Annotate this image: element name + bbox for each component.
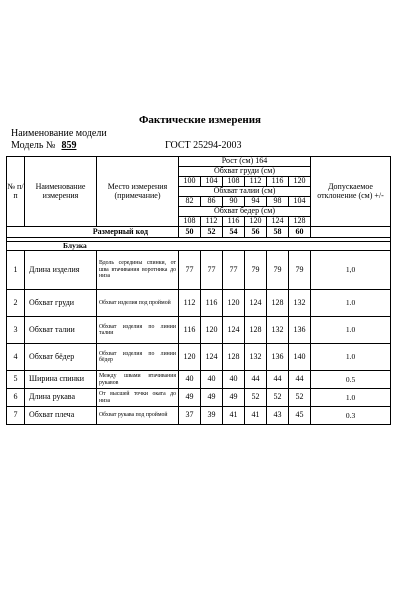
- model-line: [11, 140, 391, 151]
- row-number: 7: [7, 407, 25, 425]
- tolerance-value: 1.0: [311, 317, 391, 344]
- header-waist: Обхват талии (см): [179, 187, 311, 197]
- measurement-value: 43: [267, 407, 289, 425]
- measurement-value: 77: [179, 251, 201, 290]
- measurement-value: 77: [223, 251, 245, 290]
- section-title: Блузка: [7, 242, 391, 251]
- hips-value: 124: [267, 217, 289, 227]
- chest-value: 104: [201, 177, 223, 187]
- table-row: [7, 317, 391, 344]
- size-code: 60: [289, 227, 311, 238]
- header-tolerance: Допускаемое отклонение (см) +/-: [311, 157, 391, 227]
- waist-value: 98: [267, 197, 289, 207]
- header-name: Наименование измерения: [25, 157, 97, 227]
- measurement-value: 124: [201, 344, 223, 371]
- measurement-value: 40: [223, 371, 245, 389]
- measurement-name: Обхват груди: [25, 290, 97, 317]
- table-row: [7, 371, 391, 389]
- measurement-value: 41: [223, 407, 245, 425]
- measurement-value: 49: [223, 389, 245, 407]
- hips-value: 120: [245, 217, 267, 227]
- size-code: 56: [245, 227, 267, 238]
- measurement-value: 40: [201, 371, 223, 389]
- measurement-value: 45: [289, 407, 311, 425]
- tolerance-value: 0.5: [311, 371, 391, 389]
- hips-value: 108: [179, 217, 201, 227]
- row-number: 4: [7, 344, 25, 371]
- measurement-value: 79: [289, 251, 311, 290]
- measurement-place: От высшей точки оката до низа: [97, 389, 179, 407]
- tolerance-value: 1,0: [311, 251, 391, 290]
- page-title: Фактические измерения: [138, 114, 262, 126]
- size-code-label: Размерный код: [7, 227, 179, 238]
- waist-value: 82: [179, 197, 201, 207]
- measurement-value: 44: [245, 371, 267, 389]
- size-code-tolerance-empty: [311, 227, 391, 238]
- measurement-value: 44: [289, 371, 311, 389]
- measurement-value: 52: [289, 389, 311, 407]
- measurement-value: 128: [223, 344, 245, 371]
- chest-value: 108: [223, 177, 245, 187]
- measurement-value: 124: [245, 290, 267, 317]
- measurement-place: Обхват изделия по линии бёдер: [97, 344, 179, 371]
- measurement-name: Обхват бёдер: [25, 344, 97, 371]
- waist-value: 104: [289, 197, 311, 207]
- size-code: 58: [267, 227, 289, 238]
- measurement-value: 124: [223, 317, 245, 344]
- table-row: [7, 290, 391, 317]
- measurement-value: 39: [201, 407, 223, 425]
- hips-value: 128: [289, 217, 311, 227]
- chest-value: 100: [179, 177, 201, 187]
- model-name-label: Наименование модели: [11, 128, 107, 139]
- measurement-name: Длина рукава: [25, 389, 97, 407]
- gost-standard: ГОСТ 25294-2003: [165, 140, 242, 151]
- measurement-value: 37: [179, 407, 201, 425]
- measurement-value: 120: [179, 344, 201, 371]
- measurement-value: 136: [267, 344, 289, 371]
- measurement-value: 49: [179, 389, 201, 407]
- tolerance-value: 0.3: [311, 407, 391, 425]
- measurement-place: Обхват изделия под проймой: [97, 290, 179, 317]
- measurement-value: 52: [267, 389, 289, 407]
- size-code: 54: [223, 227, 245, 238]
- measurement-value: 116: [201, 290, 223, 317]
- measurement-name: Обхват талии: [25, 317, 97, 344]
- row-number: 3: [7, 317, 25, 344]
- header-chest: Обхват груди (см): [179, 167, 311, 177]
- hips-value: 116: [223, 217, 245, 227]
- measurement-place: Обхват изделия по линии талии: [97, 317, 179, 344]
- header-hips: Обхват бедер (см): [179, 207, 311, 217]
- measurement-value: 52: [245, 389, 267, 407]
- waist-value: 94: [245, 197, 267, 207]
- chest-value: 120: [289, 177, 311, 187]
- row-number: 1: [7, 251, 25, 290]
- table-row: [7, 407, 391, 425]
- measurement-name: Обхват плеча: [25, 407, 97, 425]
- row-number: 2: [7, 290, 25, 317]
- measurement-value: 136: [289, 317, 311, 344]
- measurement-value: 49: [201, 389, 223, 407]
- measurement-value: 128: [245, 317, 267, 344]
- measurement-value: 132: [267, 317, 289, 344]
- measurement-value: 79: [245, 251, 267, 290]
- measurement-value: 112: [179, 290, 201, 317]
- measurements-table: [6, 156, 391, 425]
- measurement-place: Между швами втачивания рукавов: [97, 371, 179, 389]
- measurement-value: 140: [289, 344, 311, 371]
- measurement-value: 44: [267, 371, 289, 389]
- chest-value: 112: [245, 177, 267, 187]
- table-row: [7, 344, 391, 371]
- size-code: 52: [201, 227, 223, 238]
- measurement-place: Обхват рукава под проймой: [97, 407, 179, 425]
- table-row: [7, 251, 391, 290]
- measurement-name: Ширина спинки: [25, 371, 97, 389]
- measurement-value: 79: [267, 251, 289, 290]
- waist-value: 86: [201, 197, 223, 207]
- measurement-value: 40: [179, 371, 201, 389]
- hips-value: 112: [201, 217, 223, 227]
- measurement-name: Длина изделия: [25, 251, 97, 290]
- waist-value: 90: [223, 197, 245, 207]
- row-number: 6: [7, 389, 25, 407]
- header-num: № п/п: [7, 157, 25, 227]
- size-code: 50: [179, 227, 201, 238]
- tolerance-value: 1.0: [311, 344, 391, 371]
- measurement-value: 116: [179, 317, 201, 344]
- row-number: 5: [7, 371, 25, 389]
- model-number: 859: [61, 140, 77, 151]
- measurement-value: 41: [245, 407, 267, 425]
- model-prefix: Модель №: [11, 140, 56, 151]
- measurement-place: Вдоль середины спинки, от шва втачивания воротника до низа: [97, 251, 179, 290]
- chest-value: 116: [267, 177, 289, 187]
- tolerance-value: 1.0: [311, 389, 391, 407]
- measurement-value: 132: [289, 290, 311, 317]
- measurement-value: 128: [267, 290, 289, 317]
- measurement-value: 77: [201, 251, 223, 290]
- header-height: Рост (см) 164: [179, 157, 311, 167]
- measurement-value: 120: [201, 317, 223, 344]
- measurement-value: 120: [223, 290, 245, 317]
- header-place: Место измерения (примечание): [97, 157, 179, 227]
- measurement-value: 132: [245, 344, 267, 371]
- table-row: [7, 389, 391, 407]
- tolerance-value: 1.0: [311, 290, 391, 317]
